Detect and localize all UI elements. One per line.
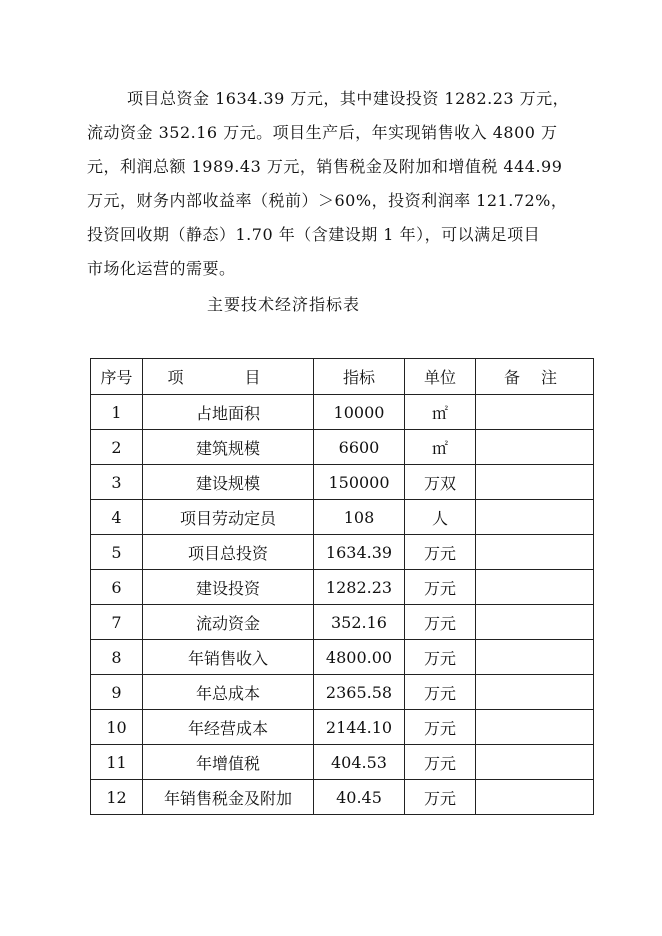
cell-item: 年总成本 bbox=[143, 675, 314, 710]
table-row bbox=[91, 395, 594, 430]
header-no: 序号 bbox=[91, 359, 143, 395]
table-row bbox=[91, 710, 594, 745]
cell-unit: 万元 bbox=[405, 570, 476, 605]
cell-no: 2 bbox=[91, 430, 143, 465]
cell-note bbox=[476, 570, 594, 605]
cell-item: 占地面积 bbox=[143, 395, 314, 430]
cell-unit: 万元 bbox=[405, 780, 476, 815]
cell-unit: 万元 bbox=[405, 710, 476, 745]
cell-value: 4800.00 bbox=[314, 640, 405, 675]
cell-item: 年增值税 bbox=[143, 745, 314, 780]
cell-unit: ㎡ bbox=[405, 395, 476, 430]
cell-note bbox=[476, 535, 594, 570]
cell-item: 项目总投资 bbox=[143, 535, 314, 570]
cell-item: 项目劳动定员 bbox=[143, 500, 314, 535]
cell-no: 9 bbox=[91, 675, 143, 710]
paragraph-line: 市场化运营的需要。 bbox=[87, 259, 236, 278]
cell-note bbox=[476, 395, 594, 430]
table-row bbox=[91, 675, 594, 710]
cell-no: 1 bbox=[91, 395, 143, 430]
table-row bbox=[91, 640, 594, 675]
cell-unit: 万双 bbox=[405, 465, 476, 500]
cell-value: 6600 bbox=[314, 430, 405, 465]
cell-no: 4 bbox=[91, 500, 143, 535]
cell-no: 10 bbox=[91, 710, 143, 745]
paragraph-line: 项目总资金 1634.39 万元，其中建设投资 1282.23 万元， bbox=[127, 89, 570, 108]
table-row bbox=[91, 430, 594, 465]
summary-paragraph bbox=[87, 82, 587, 286]
header-item: 项 目 bbox=[143, 359, 314, 395]
paragraph-line: 万元，财务内部收益率（税前）＞60%，投资利润率 121.72%， bbox=[87, 191, 568, 210]
indicator-table bbox=[90, 358, 594, 815]
header-value: 指标 bbox=[314, 359, 405, 395]
cell-unit: 万元 bbox=[405, 745, 476, 780]
table-row bbox=[91, 780, 594, 815]
cell-no: 5 bbox=[91, 535, 143, 570]
cell-note bbox=[476, 500, 594, 535]
cell-note bbox=[476, 675, 594, 710]
cell-value: 1282.23 bbox=[314, 570, 405, 605]
cell-item: 建设投资 bbox=[143, 570, 314, 605]
cell-unit: 人 bbox=[405, 500, 476, 535]
cell-note bbox=[476, 465, 594, 500]
paragraph-line: 元，利润总额 1989.43 万元，销售税金及附加和增值税 444.99 bbox=[87, 157, 563, 176]
paragraph-line: 流动资金 352.16 万元。项目生产后，年实现销售收入 4800 万 bbox=[87, 123, 558, 142]
cell-no: 12 bbox=[91, 780, 143, 815]
cell-value: 10000 bbox=[314, 395, 405, 430]
cell-value: 108 bbox=[314, 500, 405, 535]
cell-item: 年销售收入 bbox=[143, 640, 314, 675]
cell-no: 7 bbox=[91, 605, 143, 640]
cell-value: 150000 bbox=[314, 465, 405, 500]
table-title: 主要技术经济指标表 bbox=[207, 295, 361, 314]
cell-note bbox=[476, 640, 594, 675]
cell-value: 404.53 bbox=[314, 745, 405, 780]
table-header-row bbox=[91, 359, 594, 395]
cell-value: 40.45 bbox=[314, 780, 405, 815]
cell-item: 年经营成本 bbox=[143, 710, 314, 745]
cell-unit: 万元 bbox=[405, 675, 476, 710]
cell-item: 年销售税金及附加 bbox=[143, 780, 314, 815]
table-row bbox=[91, 745, 594, 780]
header-note: 备 注 bbox=[476, 359, 594, 395]
cell-item: 建设规模 bbox=[143, 465, 314, 500]
cell-note bbox=[476, 605, 594, 640]
cell-no: 6 bbox=[91, 570, 143, 605]
cell-unit: 万元 bbox=[405, 640, 476, 675]
cell-value: 1634.39 bbox=[314, 535, 405, 570]
cell-note bbox=[476, 710, 594, 745]
cell-value: 2365.58 bbox=[314, 675, 405, 710]
table-row bbox=[91, 465, 594, 500]
cell-unit: ㎡ bbox=[405, 430, 476, 465]
cell-unit: 万元 bbox=[405, 605, 476, 640]
cell-value: 2144.10 bbox=[314, 710, 405, 745]
cell-note bbox=[476, 780, 594, 815]
cell-note bbox=[476, 745, 594, 780]
cell-no: 8 bbox=[91, 640, 143, 675]
cell-item: 建筑规模 bbox=[143, 430, 314, 465]
table-row bbox=[91, 570, 594, 605]
table-row bbox=[91, 605, 594, 640]
paragraph-line: 投资回收期（静态）1.70 年（含建设期 1 年），可以满足项目 bbox=[87, 225, 541, 244]
cell-note bbox=[476, 430, 594, 465]
cell-no: 3 bbox=[91, 465, 143, 500]
cell-item: 流动资金 bbox=[143, 605, 314, 640]
table-row bbox=[91, 535, 594, 570]
header-unit: 单位 bbox=[405, 359, 476, 395]
cell-no: 11 bbox=[91, 745, 143, 780]
cell-unit: 万元 bbox=[405, 535, 476, 570]
table-row bbox=[91, 500, 594, 535]
cell-value: 352.16 bbox=[314, 605, 405, 640]
